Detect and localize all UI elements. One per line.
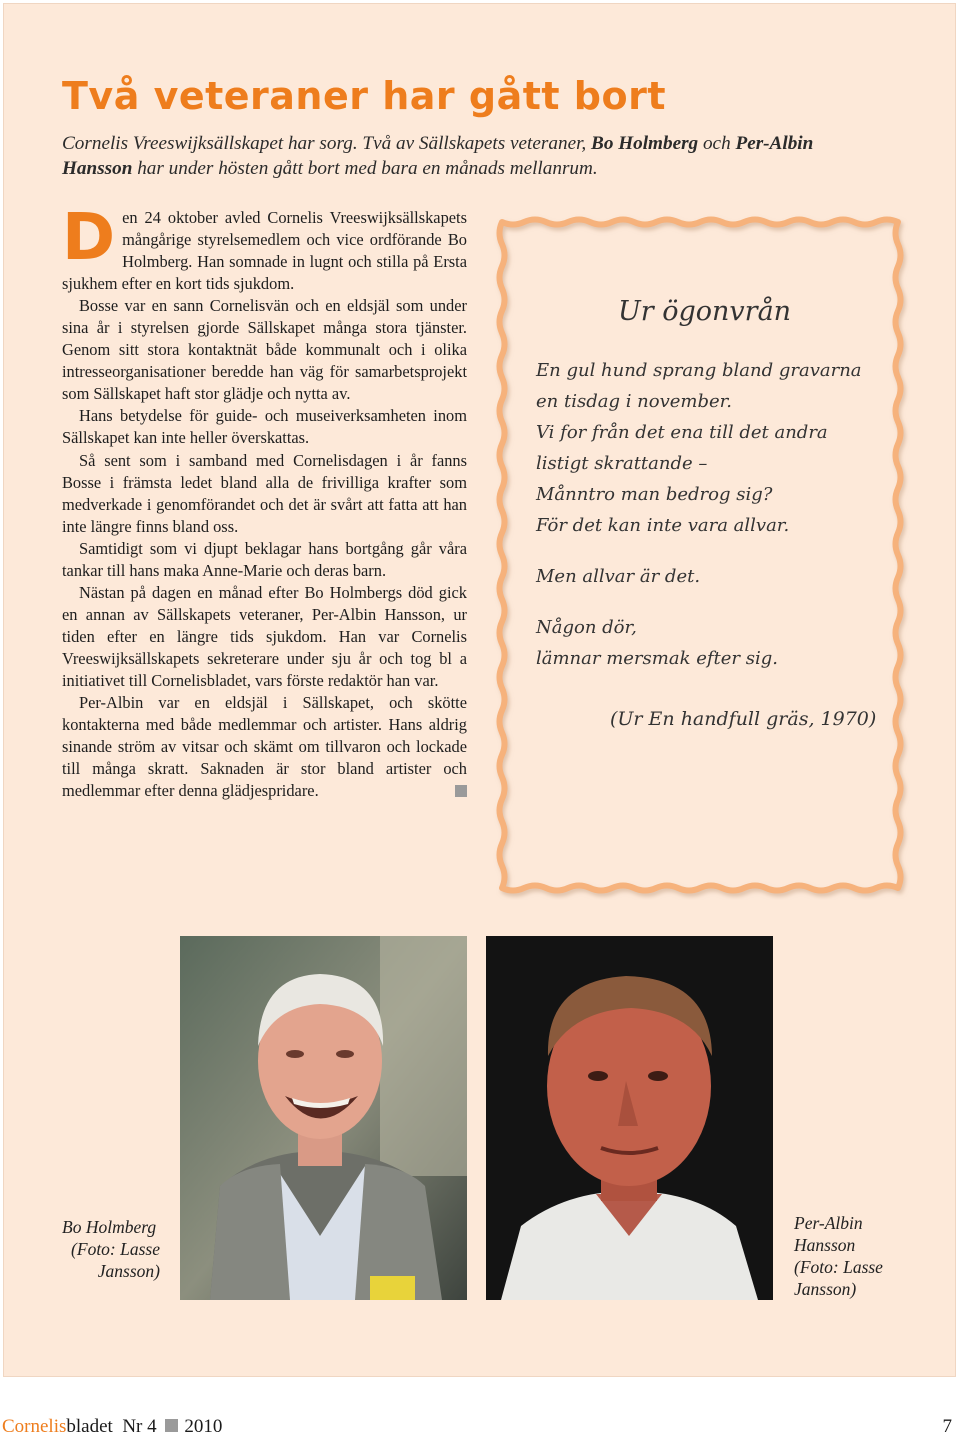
article-intro (62, 131, 862, 181)
intro-text-1: Cornelis Vreeswijksällskapet har sorg. Två av Sällskapets veteraner, (62, 133, 592, 154)
article-paragraph: Så sent som i samband med Cornelisdagen i år fanns Bosse i främsta ledet bland alla de frivilliga krafter som medverkade i genomförandet och det är svårt att fatta att han inte längre finns bland oss. (62, 450, 467, 536)
article-paragraph: Samtidigt som vi djupt beklagar hans bortgång går våra tankar till hans maka Anne-Marie och deras barn. (62, 538, 467, 580)
caption-line: Hansson (794, 1235, 856, 1255)
paragraph-text: en 24 oktober avled Cornelis Vreeswijksällskapets mångårige styrelsemedlem och vice ordförande Bo Holmberg. Han somnade in lugnt och stilla på Ersta sjukhem efter en kort tids sjukdom. (62, 208, 467, 294)
photo-bo-holmberg (180, 936, 467, 1300)
caption-line: Bo Holmberg (62, 1217, 157, 1237)
paragraph-text: Per-Albin var en eldsjäl i Sällskapet, och skötte kontakterna med både medlemmar och artister. Hans aldrig sinande ström av vitsar och skämt om tillvaron och lockade till många skratt. Saknaden är stor bland artister och medlemmar efter denna glädjespridare. (62, 693, 467, 801)
separator-square-icon (165, 1419, 178, 1432)
poem-source: (Ur En handfull gräs, 1970) (610, 708, 877, 730)
poem-line: Vi for från det ena till det andra (536, 422, 828, 443)
footer-brand-rest: bladet (66, 1416, 113, 1437)
poem-title: Ur ögonvrån (618, 296, 792, 327)
end-mark-icon (455, 785, 467, 797)
caption-line: (Foto: Lasse (71, 1239, 160, 1259)
poem (536, 296, 896, 730)
caption-per-albin-hansson (794, 1212, 934, 1300)
poem-line: listigt skrattande – (536, 453, 708, 474)
article-paragraph: Bosse var en sann Cornelisvän och en eldsjäl som under sina år i styrelsen gjorde Sällskapet många stora tjänster. Genom sitt stora kontaktnät både kommunalt och i olika intresseorganisationer beredde han väg för samarbetsprojekt som Sällskapet haft stor glädje och nytta av. (62, 296, 467, 404)
intro-text-3: har under hösten gått bort med bara en månads mellanrum. (132, 158, 598, 179)
article-paragraph (62, 201, 467, 295)
intro-text-2: och (698, 133, 736, 154)
poem-line: Men allvar är det. (536, 566, 701, 587)
footer-issue: Nr 4 (122, 1416, 157, 1437)
intro-name-2: Per-Albin Hansson (62, 133, 814, 179)
poem-line: Månntro man bedrog sig? (536, 484, 773, 505)
footer-publication (2, 1416, 222, 1438)
intro-name-1: Bo Holmberg (591, 133, 699, 154)
footer-year: 2010 (184, 1416, 223, 1437)
caption-line: Jansson) (794, 1279, 857, 1299)
caption-line: Jansson) (97, 1261, 160, 1281)
poem-line: lämnar mersmak efter sig. (536, 648, 778, 669)
caption-bo-holmberg (62, 1216, 160, 1282)
article-paragraph: Nästan på dagen en månad efter Bo Holmbergs död gick en annan av Sällskapets veteraner, Per-Albin Hansson, ur tiden efter en längre tids sjukdom. Han var Cornelis Vreeswijksällskapets sekreterare under sju år och tog bl a initiativet till Cornelisbladet, vars förste redaktör han var. (62, 582, 467, 690)
drop-cap: D (62, 201, 116, 275)
poem-line: För det kan inte vara allvar. (536, 515, 790, 536)
caption-line: Per-Albin (794, 1213, 863, 1233)
caption-line: (Foto: Lasse (794, 1257, 883, 1277)
page-number: 7 (942, 1416, 952, 1437)
article-title: Två veteraner har gått bort (62, 74, 667, 118)
poem-line: En gul hund sprang bland gravarna (536, 360, 862, 381)
article-paragraph: Hans betydelse för guide- och museiverksamheten inom Sällskapet kan inte heller överskattas. (62, 406, 467, 448)
stanza-gap (536, 541, 896, 561)
footer-brand-accent: Cornelis (2, 1416, 67, 1437)
photo-per-albin-hansson (486, 936, 773, 1300)
stanza-gap (536, 592, 896, 612)
poem-line: Någon dör, (536, 617, 637, 638)
article-body (62, 201, 467, 802)
poem-line: en tisdag i november. (536, 391, 733, 412)
article-paragraph (62, 692, 467, 802)
